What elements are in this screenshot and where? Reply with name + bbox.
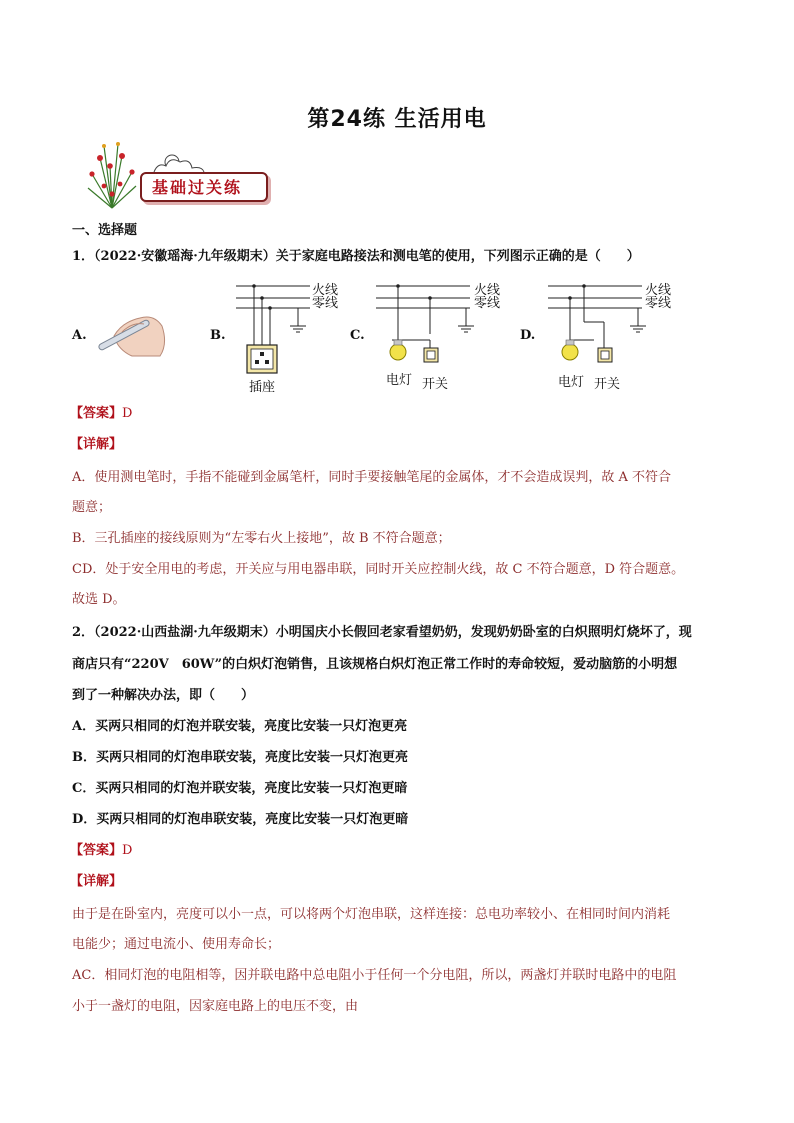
c-switch-label: 开关 — [422, 377, 449, 392]
q1-explain-line-5: 故选 D。 — [72, 592, 126, 607]
c-lamp-label: 电灯 — [386, 373, 413, 388]
b-neutral-label: 零线 — [312, 296, 339, 311]
q2-explain-line-1: 由于是在卧室内，亮度可以小一点，可以将两个灯泡串联，这样连接：总电功率较小、在相同时间内消耗 — [72, 907, 671, 922]
d-switch-label: 开关 — [594, 377, 621, 392]
question-2-stem-2: 商店只有“220V 60W”的白炽灯泡销售，且该规格白炽灯泡正常工作时的寿命较短，爱动脑筋的小明想 — [72, 657, 678, 672]
q1-explain-line-2: 题意； — [72, 500, 112, 515]
q2-option-c: C．买两只相同的灯泡并联安装，亮度比安装一只灯泡更暗 — [72, 781, 408, 796]
page-title: 第24练 生活用电 — [307, 107, 487, 132]
question-1-stem: 1．（2022·安徽瑶海·九年级期末）关于家庭电路接法和测电笔的使用，下列图示正确的是（ ） — [72, 249, 640, 264]
d-lamp-label: 电灯 — [558, 375, 585, 390]
answer-tag: 【答案】 — [70, 406, 123, 421]
q2-option-b: B．买两只相同的灯泡串联安装，亮度比安装一只灯泡更亮 — [72, 750, 408, 765]
answer-value: D — [122, 406, 133, 421]
test-pen-hand-image — [92, 292, 172, 362]
c-neutral-label: 零线 — [474, 296, 501, 311]
q1-option-a-label: A. — [72, 328, 87, 343]
q1-option-d-label: D. — [520, 328, 536, 343]
q2-option-d: D．买两只相同的灯泡串联安装，亮度比安装一只灯泡更暗 — [72, 812, 409, 827]
d-neutral-label: 零线 — [645, 296, 672, 311]
c-live-label: 火线 — [474, 283, 501, 298]
answer-value: D — [122, 843, 133, 858]
question-2-stem-1: 2．（2022·山西盐湖·九年级期末）小明国庆小长假回老家看望奶奶，发现奶奶卧室的白炽照明灯烧坏了，现 — [72, 625, 692, 640]
answer-tag: 【答案】 — [70, 843, 123, 858]
q1-explain-line-1: A．使用测电笔时，手指不能碰到金属笔杆，同时手要接触笔尾的金属体，才不会造成误判，故 A 不符合 — [72, 470, 672, 485]
socket-icon — [246, 344, 278, 374]
q1-explain-line-3: B．三孔插座的接线原则为“左零右火上接地”，故 B 不符合题意； — [72, 531, 451, 546]
q1-detail-tag: 【详解】 — [70, 437, 123, 452]
flower-illustration — [82, 136, 142, 210]
q2-explain-line-4: 小于一盏灯的电阻，因家庭电路上的电压不变，由 — [72, 999, 359, 1014]
q2-detail-tag: 【详解】 — [70, 874, 123, 889]
section-heading: 一、选择题 — [72, 223, 138, 238]
cloud-sun-icon — [148, 150, 208, 174]
q1-option-b-label: B. — [210, 328, 226, 343]
badge-text: 基础过关练 — [152, 178, 243, 197]
d-live-label: 火线 — [645, 283, 672, 298]
section-badge — [140, 172, 266, 202]
b-live-label: 火线 — [312, 283, 339, 298]
question-2-stem-3: 到了一种解决办法，即（ ） — [72, 688, 255, 703]
q2-answer — [70, 842, 132, 860]
q2-explain-line-2: 电能少；通过电流小、使用寿命长； — [72, 937, 281, 952]
q1-explain-line-4: CD．处于安全用电的考虑，开关应与用电器串联，同时开关应控制火线，故 C 不符合题意，D 符合题意。 — [72, 562, 685, 577]
q2-option-a: A．买两只相同的灯泡并联安装，亮度比安装一只灯泡更亮 — [72, 719, 408, 734]
q1-answer — [70, 405, 132, 423]
socket-label: 插座 — [249, 380, 276, 395]
q2-explain-line-3: AC．相同灯泡的电阻相等，因并联电路中总电阻小于任何一个分电阻，所以，两盏灯并联时电路中的电阻 — [72, 968, 677, 983]
q1-option-c-label: C. — [350, 328, 365, 343]
